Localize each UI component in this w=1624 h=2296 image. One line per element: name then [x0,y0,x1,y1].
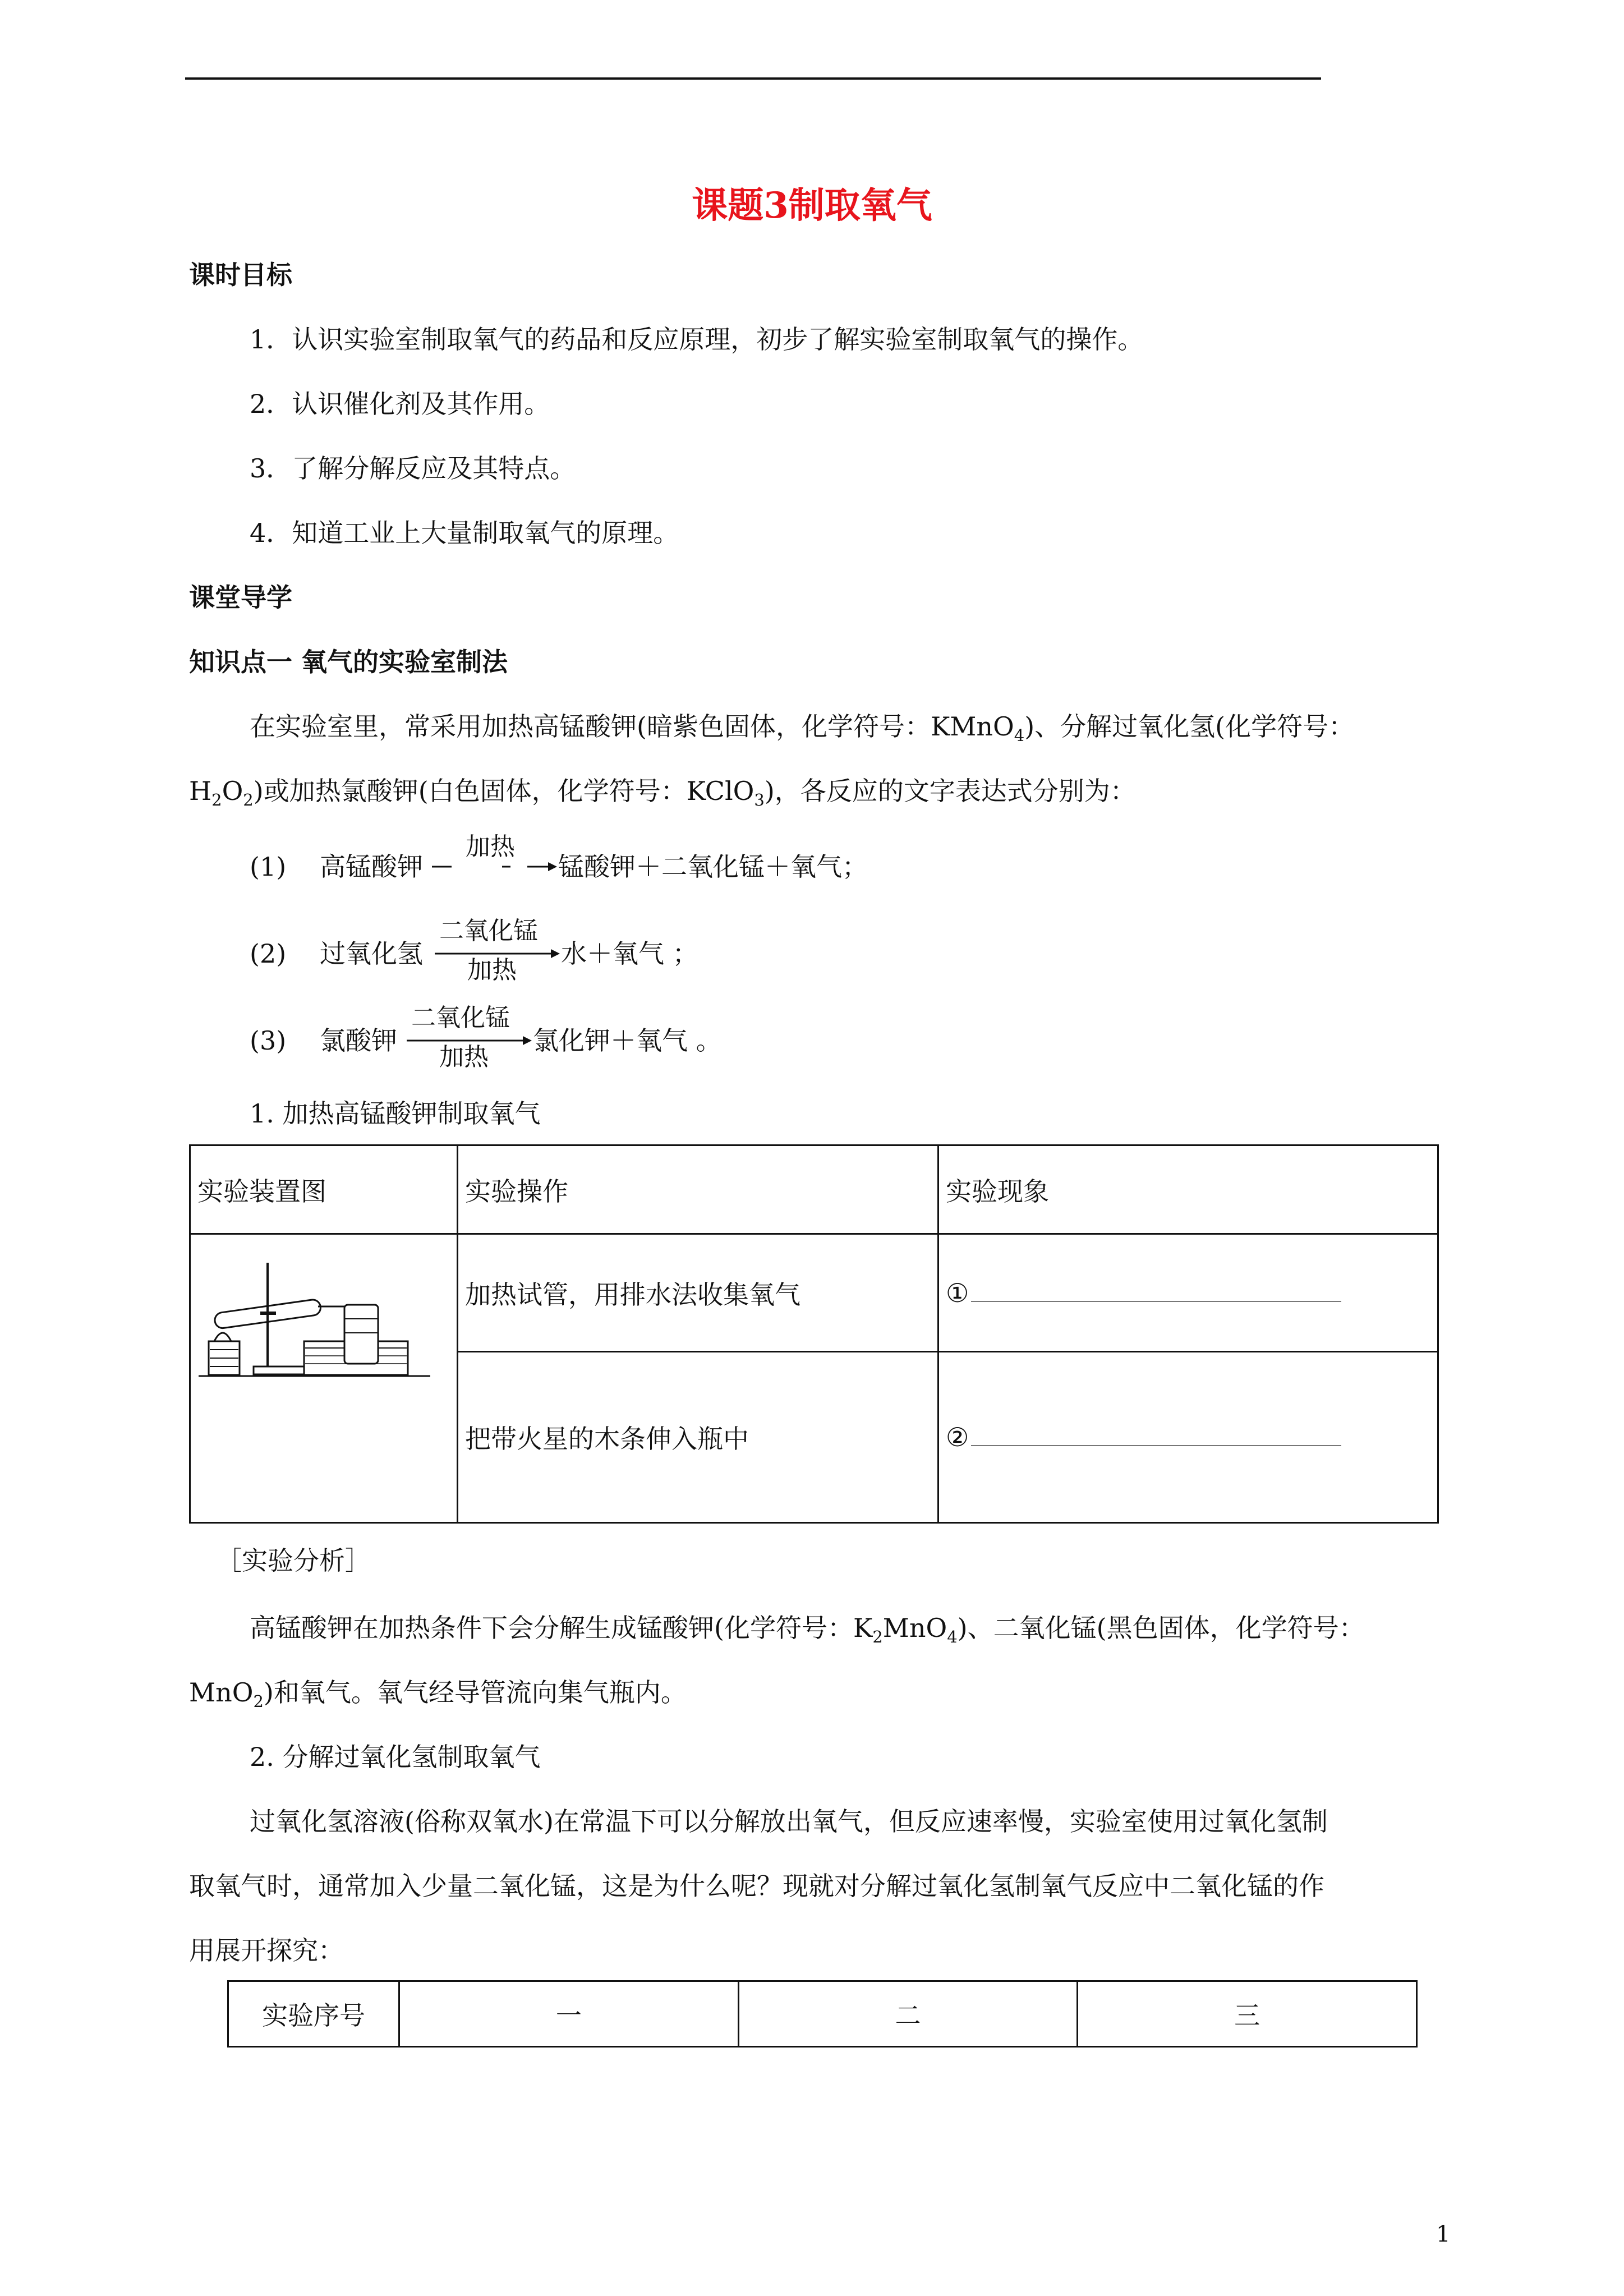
knowledge-point-heading: 知识点一 氧气的实验室制法 [189,647,508,677]
equation-condition-above: 二氧化锰 [411,1004,510,1032]
exp1-heading: 1. 加热高锰酸钾制取氧气 [250,1098,541,1129]
analysis-label: ［实验分析］ [216,1545,371,1576]
intro-line-1: 在实验室里，常采用加热高锰酸钾(暗紫色固体，化学符号：KMnO$_4$)、分解过氧化氢(化学符号： [250,711,1355,745]
reaction-arrow [432,945,561,962]
header-rule [185,77,1321,80]
table-header: 三 [1078,1981,1417,2047]
equation-products: 氯化钾＋氧气 。 [533,1025,722,1056]
equation-products: 锰酸钾＋二氧化锰＋氧气； [558,852,868,882]
operation-cell: 把带火星的木条伸入瓶中 [458,1352,938,1523]
observation-cell: ② [938,1352,1438,1523]
page-number: 1 [1436,2221,1451,2247]
table-header: 实验序号 [228,1981,399,2047]
equation-number: (2) [250,938,287,969]
reaction-arrow [404,1032,533,1049]
equation-number: (3) [250,1025,287,1056]
intro-line-2: $H_2O_2$)或加热氯酸钾(白色固体，化学符号：KClO$_3$)，各反应的文字表达式分别为： [189,776,1136,809]
answer-blank [971,1284,1341,1302]
equation-reactant: 氯酸钾 [320,1025,397,1056]
goal-item: 1．认识实验室制取氧气的药品和反应原理，初步了解实验室制取氧气的操作。 [250,324,1144,355]
exp2-paragraph-line: 用展开探究： [189,1935,344,1966]
equation-reactant: 高锰酸钾 [320,852,423,882]
table-header: 实验现象 [938,1145,1438,1234]
exploration-table [227,1980,1418,2047]
reaction-arrow [429,858,558,875]
exp2-paragraph-line: 取氧气时，通常加入少量二氧化锰，这是为什么呢？现就对分解过氧化氢制氧气反应中二氧化锰的作 [189,1871,1324,1901]
observation-cell: ① [938,1234,1438,1352]
equation-products: 水＋氧气 ； [561,938,698,969]
experiment-table [189,1144,1439,1524]
analysis-line-2: MnO$_2$)和氧气。氧气经导管流向集气瓶内。 [189,1677,687,1711]
answer-blank [971,1428,1341,1446]
equation-condition-above: 二氧化锰 [439,917,538,945]
equation-condition-below: 加热 [439,1043,489,1071]
table-header: 二 [738,1981,1078,2047]
operation-cell: 加热试管，用排水法收集氧气 [458,1234,938,1352]
page-title: 课题3制取氧气 [692,185,932,227]
goal-item: 4．知道工业上大量制取氧气的原理。 [250,518,679,548]
apparatus-cell [190,1234,458,1523]
exp2-paragraph-line: 过氧化氢溶液(俗称双氧水)在常温下可以分解放出氧气，但反应速率慢，实验室使用过氧化氢制 [250,1806,1328,1837]
equation-condition-below: 加热 [467,956,517,984]
equation-number: (1) [250,852,287,882]
table-header: 实验操作 [458,1145,938,1234]
equation-condition-above: 加热 [466,832,515,861]
goal-item: 2．认识催化剂及其作用。 [250,389,550,419]
table-header: 实验装置图 [190,1145,458,1234]
apparatus-diagram-icon [197,1257,433,1381]
analysis-line-1: 高锰酸钾在加热条件下会分解生成锰酸钾(化学符号：$K_2MnO_4$)、二氧化锰(黑色固体，化学符号： [250,1613,1365,1646]
goal-item: 3．了解分解反应及其特点。 [250,453,576,484]
equation-reactant: 过氧化氢 [320,938,423,969]
guide-heading: 课堂导学 [189,582,292,613]
goals-heading: 课时目标 [189,260,292,290]
exp2-heading: 2. 分解过氧化氢制取氧气 [250,1742,541,1772]
table-header: 一 [399,1981,739,2047]
